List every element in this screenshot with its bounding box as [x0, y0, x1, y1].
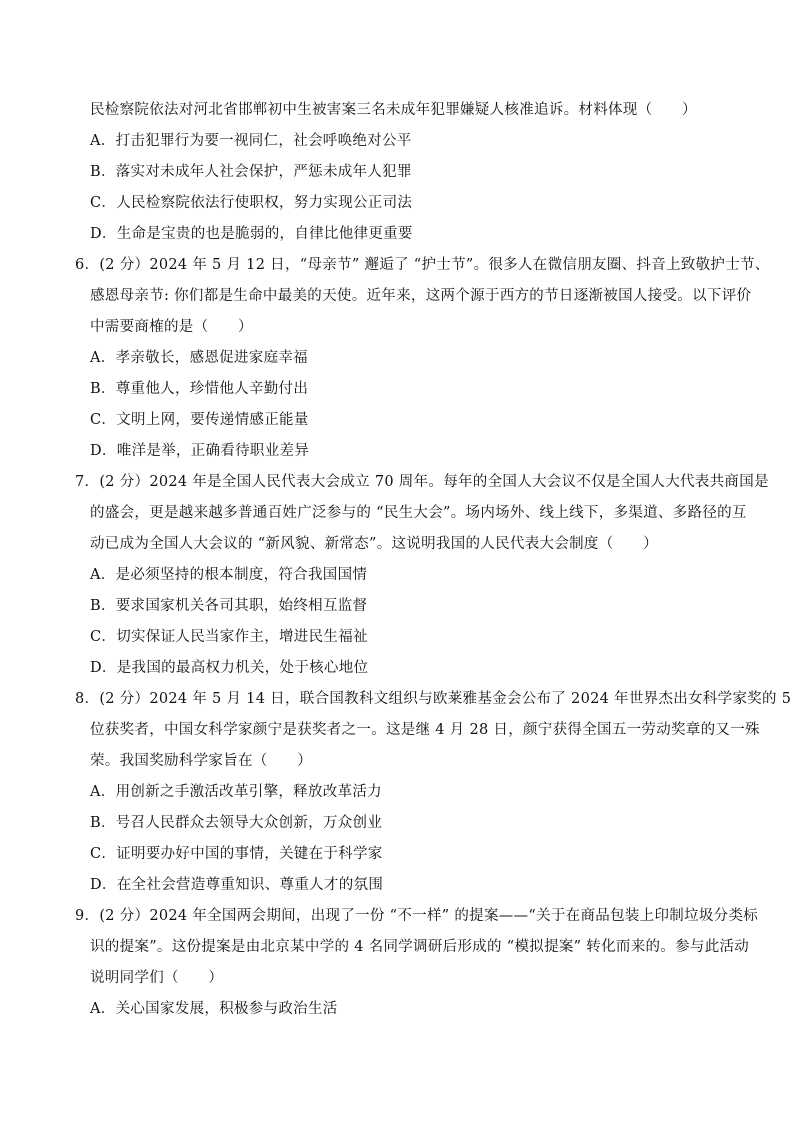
q9-stem-line-2: 识的提案”。这份提案是由北京某中学的 4 名同学调研后形成的 “模拟提案” 转化而来的。参与此活动	[90, 939, 750, 955]
q5-option-a: A．打击犯罪行为要一视同仁，社会呼唤绝对公平	[90, 133, 412, 149]
q5-option-d: D．生命是宝贵的也是脆弱的，自律比他律更重要	[90, 226, 413, 242]
q7-stem-line-3: 动已成为全国人大会议的 “新风貌、新常态”。这说明我国的人民代表大会制度（ ）	[90, 536, 658, 552]
q6-option-d: D．唯洋是举，正确看待职业差异	[90, 443, 310, 459]
q8-stem-line-2: 位获奖者，中国女科学家颜宁是获奖者之一。这是继 4 月 28 日，颜宁获得全国五一劳动奖章的又一殊	[90, 722, 760, 738]
q6-option-c: C．文明上网，要传递情感正能量	[90, 412, 309, 428]
q7-stem-line-2: 的盛会，更是越来越多普通百姓广泛参与的 “民生大会”。场内场外、线上线下，多渠道、多路径的互	[90, 505, 747, 521]
q9-stem-line-1: 9．(2 分）2024 年全国两会期间，出现了一份 “不一样” 的提案——“关于在商品包装上印制垃圾分类标	[75, 908, 759, 924]
q6-stem-line-2: 感恩母亲节: 你们都是生命中最美的天使。近年来，这两个源于西方的节日逐渐被国人接受。以下评价	[90, 288, 752, 304]
q5-stem-tail: 民检察院依法对河北省邯郸初中生被害案三名未成年犯罪嫌疑人核准追诉。材料体现（ ）	[90, 102, 697, 118]
q6-stem-line-1: 6．(2 分）2024 年 5 月 12 日，“母亲节” 邂逅了 “护士节”。很多人在微信朋友圈、抖音上致敬护士节、	[75, 257, 770, 273]
q6-option-b: B．尊重他人，珍惜他人辛勤付出	[90, 381, 309, 397]
q9-option-a: A．关心国家发展，积极参与政治生活	[90, 1001, 338, 1017]
q5-option-c: C．人民检察院依法行使职权，努力实现公正司法	[90, 195, 413, 211]
q5-option-b: B．落实对未成年人社会保护，严惩未成年人犯罪	[90, 164, 412, 180]
q6-option-a: A．孝亲敬长，感恩促进家庭幸福	[90, 350, 308, 366]
q8-option-d: D．在全社会营造尊重知识、尊重人才的氛围	[90, 877, 384, 893]
q9-stem-line-3: 说明同学们（ ）	[90, 970, 224, 986]
q7-stem-line-1: 7．(2 分）2024 年是全国人民代表大会成立 70 周年。每年的全国人大会议不仅是全国人大代表共商国是	[75, 474, 769, 490]
q8-stem-line-3: 荣。我国奖励科学家旨在（ ）	[90, 753, 312, 769]
q7-option-b: B．要求国家机关各司其职，始终相互监督	[90, 598, 368, 614]
q8-option-b: B．号召人民群众去领导大众创新，万众创业	[90, 815, 383, 831]
q7-option-a: A．是必须坚持的根本制度，符合我国国情	[90, 567, 368, 583]
q7-option-d: D．是我国的最高权力机关，处于核心地位	[90, 660, 369, 676]
q8-option-a: A．用创新之手激活改革引擎，释放改革活力	[90, 784, 382, 800]
q7-option-c: C．切实保证人民当家作主，增进民生福祉	[90, 629, 368, 645]
q8-option-c: C．证明要办好中国的事情，关键在于科学家	[90, 846, 383, 862]
q8-stem-line-1: 8．(2 分）2024 年 5 月 14 日，联合国教科文组织与欧莱雅基金会公布了 2024 年世界杰出女科学家奖的 5	[75, 691, 792, 707]
q6-stem-line-3: 中需要商榷的是（ ）	[90, 319, 253, 335]
